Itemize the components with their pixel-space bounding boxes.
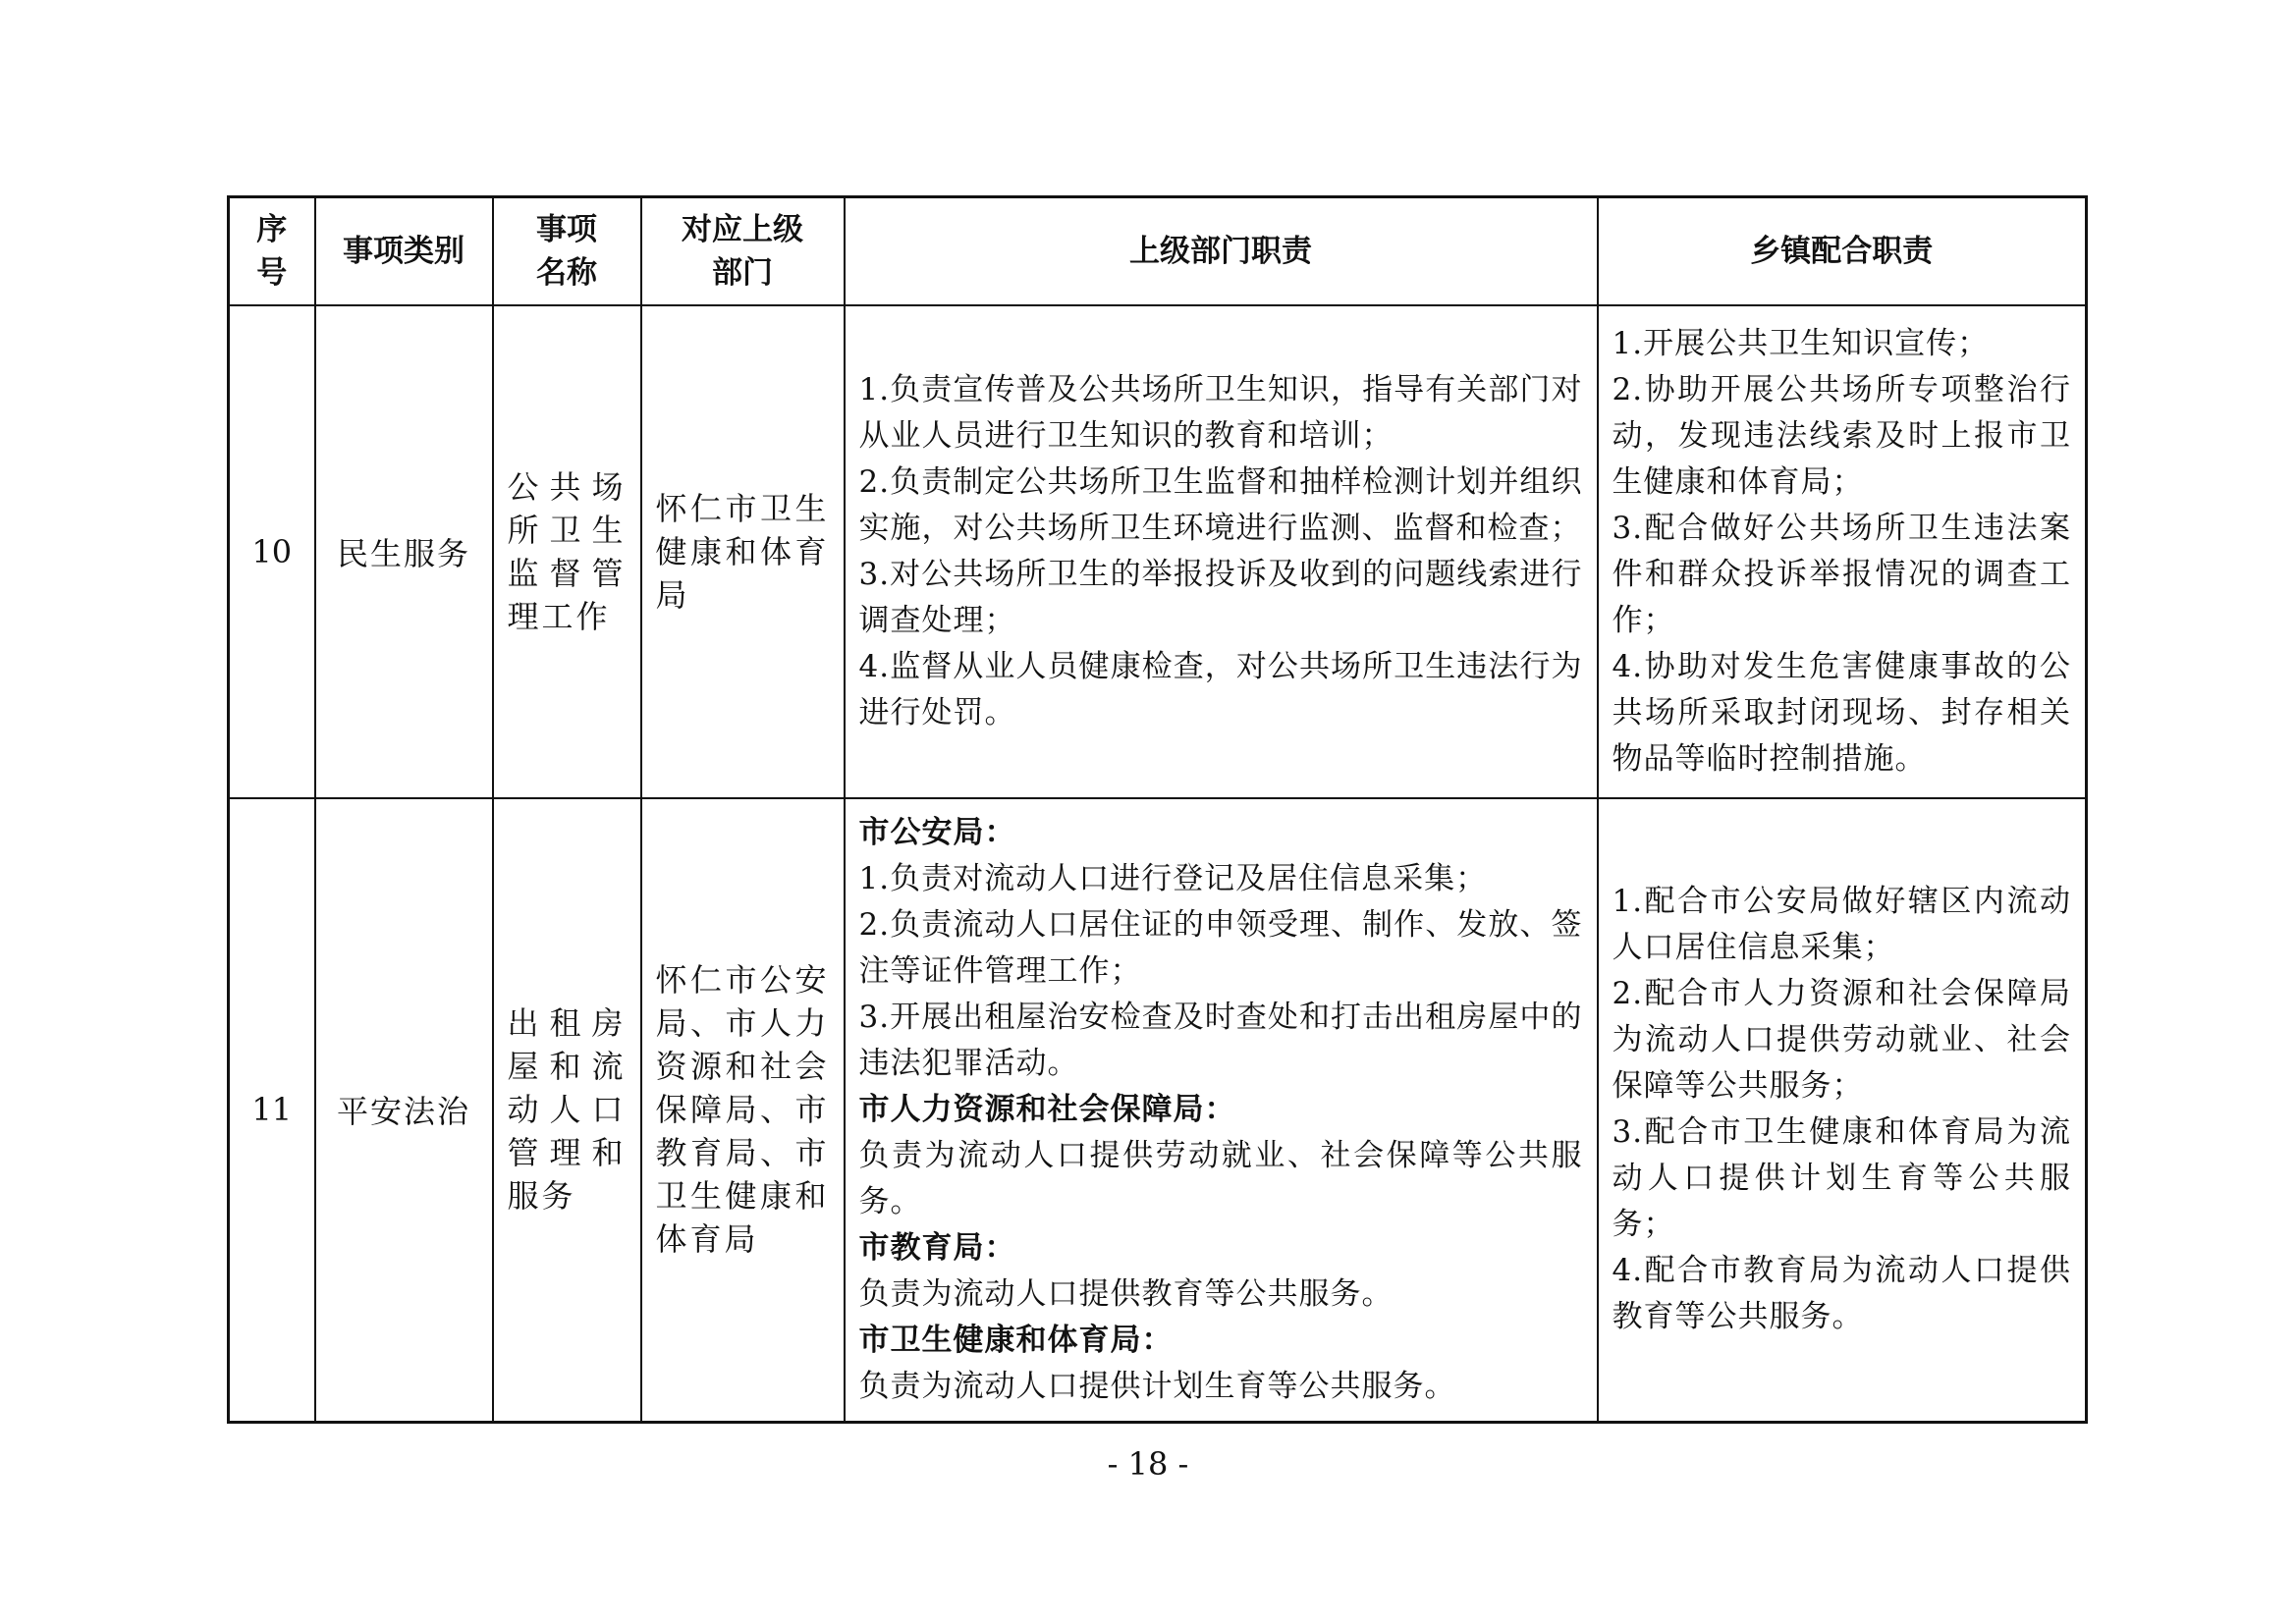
row-item-name: 出租房屋和流动人口管理和服务 <box>493 798 641 1423</box>
header-seq: 序 号 <box>229 197 315 305</box>
row-dept: 怀仁市公安局、市人力资源和社会保障局、市教育局、市卫生健康和体育局 <box>641 798 845 1423</box>
section-heading: 市人力资源和社会保障局： <box>858 1091 1236 1127</box>
duty-item: 2.负责制定公共场所卫生监督和抽样检测计划并组织实施，对公共场所卫生环境进行监测、监督和检查； <box>858 463 1583 546</box>
section-heading: 市卫生健康和体育局： <box>858 1322 1174 1358</box>
duty-item: 1.负责宣传普及公共场所卫生知识，指导有关部门对从业人员进行卫生知识的教育和培训； <box>858 371 1583 454</box>
row-category: 平安法治 <box>315 798 493 1423</box>
row-category: 民生服务 <box>315 305 493 798</box>
table-row <box>229 798 2087 1423</box>
duty-item: 3.配合做好公共场所卫生违法案件和群众投诉举报情况的调查工作； <box>1612 510 2071 638</box>
row-upper-duties <box>845 798 1598 1423</box>
row-item-name: 公共场所卫生监督管理工作 <box>493 305 641 798</box>
duty-item: 3.对公共场所卫生的举报投诉及收到的问题线索进行调查处理； <box>858 556 1583 638</box>
duty-item: 4.监督从业人员健康检查，对公共场所卫生违法行为进行处罚。 <box>858 648 1583 730</box>
duty-item: 负责为流动人口提供计划生育等公共服务。 <box>858 1368 1456 1404</box>
duty-item: 4.配合市教育局为流动人口提供教育等公共服务。 <box>1612 1253 2071 1335</box>
header-dept: 对应上级 部门 <box>641 197 845 305</box>
duty-item: 3.配合市卫生健康和体育局为流动人口提供计划生育等公共服务； <box>1612 1114 2071 1243</box>
duty-item: 2.配合市人力资源和社会保障局为流动人口提供劳动就业、社会保障等公共服务； <box>1612 976 2071 1105</box>
header-upper-duties: 上级部门职责 <box>845 197 1598 305</box>
row-seq: 10 <box>229 305 315 798</box>
row-upper-duties <box>845 305 1598 798</box>
duty-item: 2.协助开展公共场所专项整治行动，发现违法线索及时上报市卫生健康和体育局； <box>1612 371 2071 500</box>
row-seq: 11 <box>229 798 315 1423</box>
row-dept: 怀仁市卫生健康和体育局 <box>641 305 845 798</box>
header-town-duties: 乡镇配合职责 <box>1598 197 2087 305</box>
row-town-duties <box>1598 305 2087 798</box>
duty-item: 1.开展公共卫生知识宣传； <box>1612 325 1990 361</box>
duty-item: 2.负责流动人口居住证的申领受理、制作、发放、签注等证件管理工作； <box>858 906 1583 989</box>
header-category: 事项类别 <box>315 197 493 305</box>
row-town-duties <box>1598 798 2087 1423</box>
duties-table <box>227 195 2088 1424</box>
page-number: - 18 - <box>1107 1445 1189 1483</box>
section-heading: 市公安局： <box>858 814 1016 850</box>
duty-item: 3.开展出租屋治安检查及时查处和打击出租房屋中的违法犯罪活动。 <box>858 999 1583 1081</box>
header-item-name: 事项 名称 <box>493 197 641 305</box>
table-row <box>229 305 2087 798</box>
duty-item: 负责为流动人口提供教育等公共服务。 <box>858 1275 1394 1312</box>
duty-item: 4.协助对发生危害健康事故的公共场所采取封闭现场、封存相关物品等临时控制措施。 <box>1612 648 2071 777</box>
duty-item: 1.负责对流动人口进行登记及居住信息采集； <box>858 860 1488 896</box>
duty-item: 负责为流动人口提供劳动就业、社会保障等公共服务。 <box>858 1137 1583 1219</box>
section-heading: 市教育局： <box>858 1229 1016 1266</box>
table-header-row <box>229 197 2087 305</box>
duty-item: 1.配合市公安局做好辖区内流动人口居住信息采集； <box>1612 884 2071 966</box>
